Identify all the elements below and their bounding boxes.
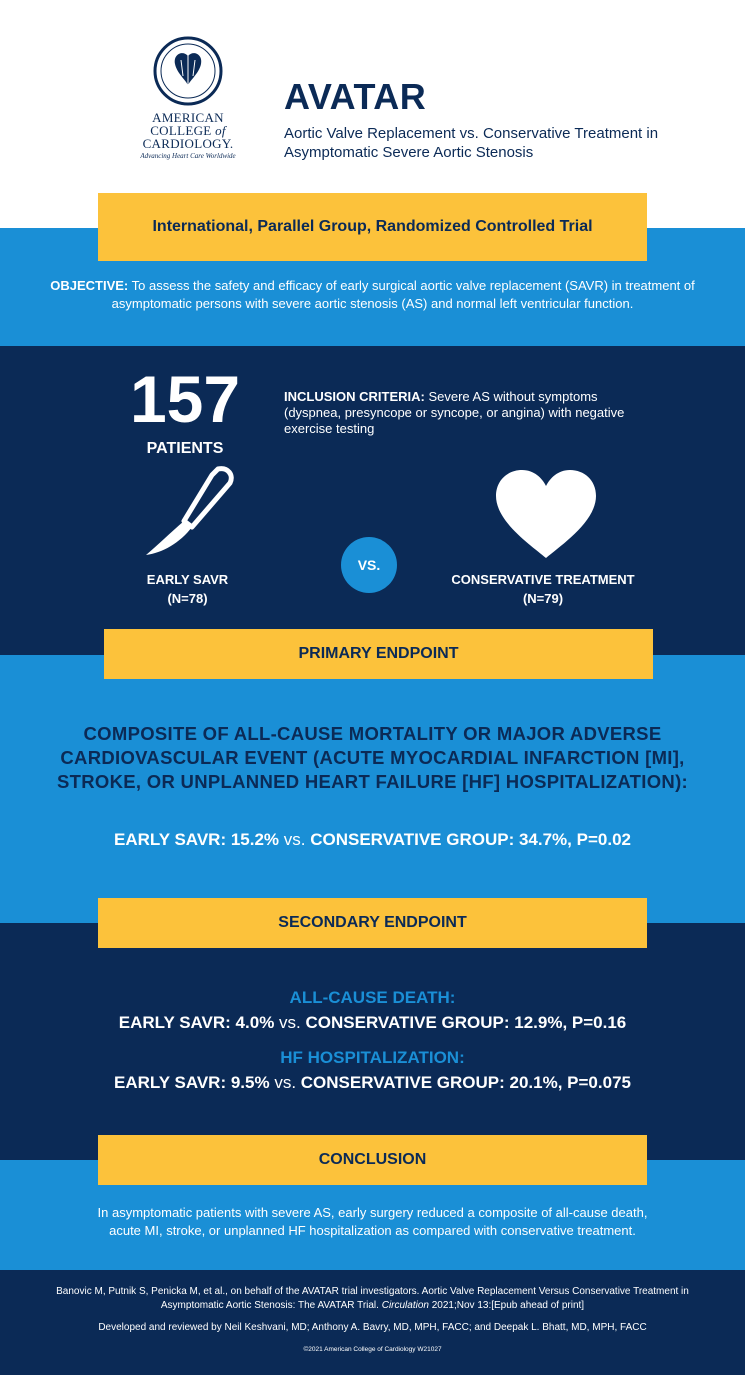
arm-conservative: CONSERVATIVE TREATMENT (N=79) (451, 572, 635, 606)
hf-hospitalization-result: EARLY SAVR: 9.5% vs. CONSERVATIVE GROUP: 20.1%, P=0.075 (114, 1073, 631, 1092)
all-cause-death-title: ALL-CAUSE DEATH: (289, 988, 456, 1007)
objective-text: OBJECTIVE: To assess the safety and efficacy of early surgical aortic valve replacement (SAVR) in treatment of asymptomatic persons with severe aortic stenosis (AS) and normal left ventricular function. (50, 278, 695, 311)
citation: Banovic M, Putnik S, Penicka M, et al., on behalf of the AVATAR trial investigators. Aortic Valve Replacement Versus Conservative Treatment in Asymptomatic Aortic Stenosis: The AVATAR Trial. Circulation 2021;Nov 13:[Epub ahead of print] (56, 1286, 689, 1311)
conclusion-banner: CONCLUSION (98, 1135, 647, 1185)
acc-seal-icon (153, 36, 223, 106)
logo-line-1: AMERICAN (152, 110, 224, 125)
scalpel-icon (140, 465, 240, 560)
secondary-endpoint-section (0, 923, 745, 1160)
patients-label: PATIENTS (146, 440, 224, 457)
logo-tagline: Advancing Heart Care Worldwide (140, 152, 236, 160)
primary-endpoint-description: COMPOSITE OF ALL-CAUSE MORTALITY OR MAJOR ADVERSE CARDIOVASCULAR EVENT (ACUTE MYOCARDIAL INFARCTION [MI], STROKE, OR UNPLANNED HEART FAILURE [HF] HOSPITALIZATION): (57, 723, 688, 792)
primary-endpoint-result: EARLY SAVR: 15.2% vs. CONSERVATIVE GROUP: 34.7%, P=0.02 (114, 830, 631, 849)
heart-icon (492, 468, 600, 560)
logo-line-3: CARDIOLOGY. (142, 136, 234, 151)
acc-logo (128, 36, 248, 160)
secondary-endpoint-banner: SECONDARY ENDPOINT (98, 898, 647, 948)
trial-design-banner: International, Parallel Group, Randomized Controlled Trial (98, 193, 647, 261)
conclusion-text: In asymptomatic patients with severe AS, early surgery reduced a composite of all-cause death, acute MI, stroke, or unplanned HF hospitalization as compared with conservative treatment. (97, 1205, 648, 1238)
logo-line-2: COLLEGE of (150, 123, 226, 138)
inclusion-criteria: INCLUSION CRITERIA: Severe AS without symptoms (dyspnea, presyncope or syncope, or angina) with negative exercise testing (284, 389, 625, 436)
hf-hospitalization-title: HF HOSPITALIZATION: (280, 1048, 465, 1067)
page-subtitle: Aortic Valve Replacement vs. Conservative Treatment in Asymptomatic Severe Aortic Stenosis (284, 125, 659, 161)
primary-endpoint-banner: PRIMARY ENDPOINT (104, 629, 653, 679)
patient-count: 157 (129, 362, 241, 436)
arm-early-savr: EARLY SAVR (N=78) (146, 572, 229, 606)
page-title: AVATAR (284, 76, 427, 117)
developed-by: Developed and reviewed by Neil Keshvani, MD; Anthony A. Bavry, MD, MPH, FACC; and Deepak L. Bhatt, MD, MPH, FACC (98, 1322, 647, 1333)
vs-badge: VS. (341, 537, 397, 593)
copyright: ©2021 American College of Cardiology W21027 (303, 1346, 442, 1353)
all-cause-death-result: EARLY SAVR: 4.0% vs. CONSERVATIVE GROUP: 12.9%, P=0.16 (118, 1013, 627, 1032)
